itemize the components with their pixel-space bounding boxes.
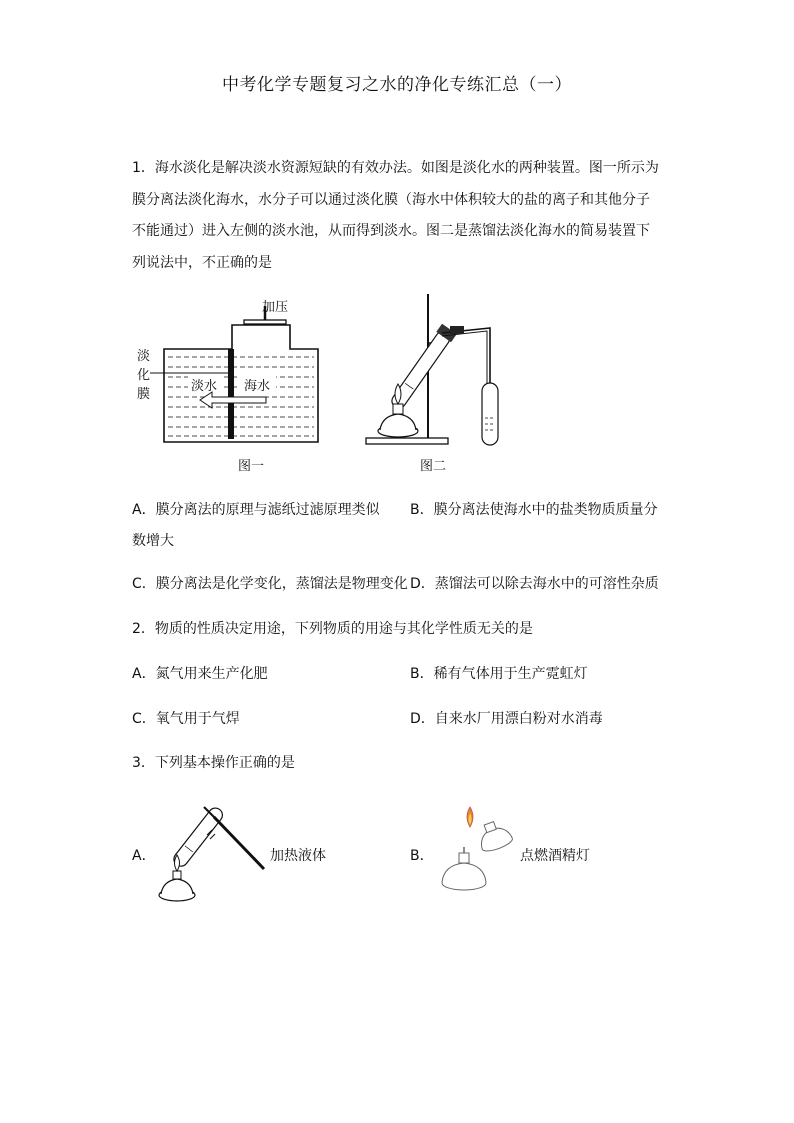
q1-option-a: A．膜分离法的原理与滤纸过滤原理类似 <box>132 502 380 518</box>
lighting-lamp-illustration <box>432 805 522 895</box>
q1-option-b-line2: 数增大 <box>132 533 174 549</box>
membrane-label-3: 膜 <box>137 387 151 402</box>
membrane-label-1: 淡 <box>137 349 151 364</box>
q1-option-b-line1: B．膜分离法使海水中的盐类物质质量分 <box>410 502 658 518</box>
page-title: 中考化学专题复习之水的净化专练汇总（一） <box>222 75 572 95</box>
q2-option-c: C．氧气用于气焊 <box>132 711 240 727</box>
question-1-stem: 1．海水淡化是解决淡水资源短缺的有效办法。如图是淡化水的两种装置。图一所示为膜分离法淡化海水，水分子可以通过淡化膜（海水中体积较大的盐的离子和其他分子不能通过）进入左侧的淡水池，从而得到淡水。图二是蒸馏法淡化海水的简易装置下列说法中，不正确的是 <box>132 160 659 271</box>
question-3-stem: 3．下列基本操作正确的是 <box>132 755 295 771</box>
membrane-label-2: 化 <box>137 368 151 383</box>
figure-1-caption: 图一 <box>238 459 265 474</box>
q3-option-b-letter: B． <box>410 848 434 864</box>
sea-water-label: 海水 <box>244 379 271 394</box>
question-2-stem: 2．物质的性质决定用途，下列物质的用途与其化学性质无关的是 <box>132 621 533 637</box>
q2-option-a: A．氮气用来生产化肥 <box>132 666 268 682</box>
pressure-label: 加压 <box>262 300 289 315</box>
q1-option-c: C．膜分离法是化学变化，蒸馏法是物理变化 <box>132 576 408 592</box>
figure-1-membrane-apparatus <box>130 292 330 477</box>
q2-option-d: D．自来水厂用漂白粉对水消毒 <box>410 711 603 727</box>
q1-option-d: D．蒸馏法可以除去海水中的可溶性杂质 <box>410 576 659 592</box>
figure-2-caption: 图二 <box>420 459 447 474</box>
figure-2-distillation-apparatus <box>360 288 520 453</box>
fresh-water-label: 淡水 <box>191 379 218 394</box>
q3-option-b-label: 点燃酒精灯 <box>520 848 590 864</box>
q2-option-b: B．稀有气体用于生产霓虹灯 <box>410 666 588 682</box>
heating-liquid-illustration <box>152 795 267 910</box>
q3-option-a-label: 加热液体 <box>270 848 326 864</box>
q3-option-a-letter: A． <box>132 848 156 864</box>
